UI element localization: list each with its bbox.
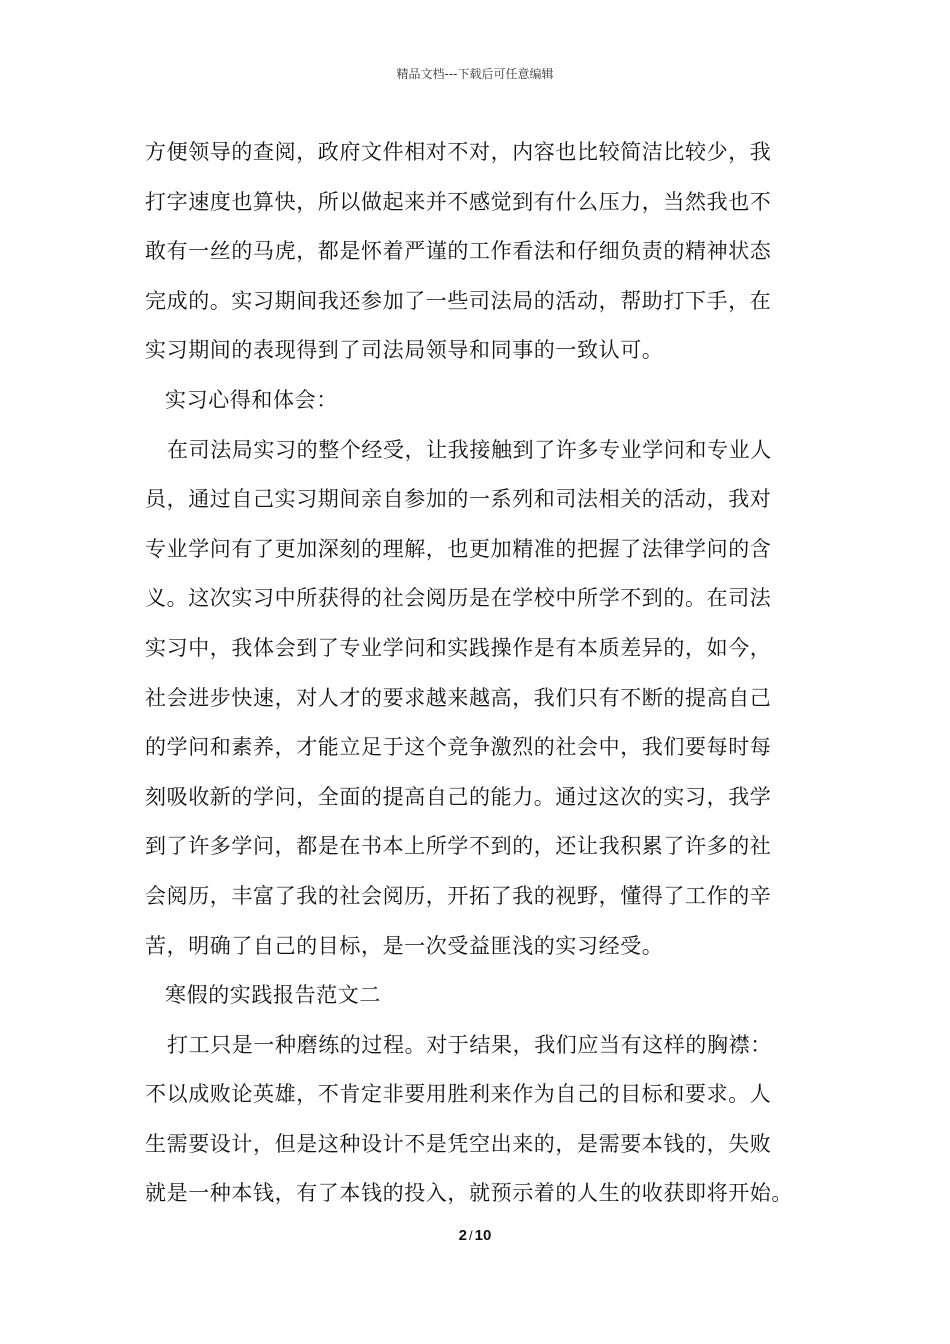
body-line: 打字速度也算快，所以做起来并不感觉到有什么压力，当然我也不: [145, 189, 772, 214]
body-line: 实习期间的表现得到了司法局领导和同事的一致认可。: [145, 338, 664, 363]
body-line: 苦，明确了自己的目标，是一次受益匪浅的实习经受。: [145, 933, 664, 958]
document-body: [145, 128, 825, 1219]
current-page-number: 2: [458, 1227, 468, 1244]
paragraph-start-line: 在司法局实习的整个经受，让我接触到了许多专业学问和专业人: [167, 437, 772, 462]
body-line: 到了许多学问，都是在书本上所学不到的，还让我积累了许多的社: [145, 834, 772, 859]
body-line: 生需要设计，但是这种设计不是凭空出来的，是需要本钱的，失败: [145, 1131, 772, 1156]
body-line: 员，通过自己实习期间亲自参加的一系列和司法相关的活动，我对: [145, 487, 772, 512]
page-number: [0, 1226, 950, 1246]
body-line: 完成的。实习期间我还参加了一些司法局的活动，帮助打下手，在: [145, 288, 772, 313]
total-pages-number: 10: [474, 1227, 492, 1244]
body-line: 的学问和素养，才能立足于这个竞争激烈的社会中，我们要每时每: [145, 735, 772, 760]
section-heading: 寒假的实践报告范文二: [165, 983, 381, 1008]
body-line: 方便领导的查阅，政府文件相对不对，内容也比较简洁比较少，我: [145, 140, 772, 164]
body-line: 实习中，我体会到了专业学问和实践操作是有本质差异的，如今，: [145, 635, 772, 660]
body-line: 会阅历，丰富了我的社会阅历，开拓了我的视野，懂得了工作的辛: [145, 883, 772, 908]
body-line: 社会进步快速，对人才的要求越来越高，我们只有不断的提高自己: [145, 685, 772, 710]
page-header: 精品文档---下载后可任意编辑: [396, 67, 554, 81]
body-line: 就是一种本钱，有了本钱的投入，就预示着的人生的收获即将开始。: [145, 1181, 793, 1206]
body-line: 刻吸收新的学问，全面的提高自己的能力。通过这次的实习，我学: [145, 784, 772, 809]
body-line: 敢有一丝的马虎，都是怀着严谨的工作看法和仔细负责的精神状态: [145, 239, 772, 264]
page-separator: /: [469, 1228, 473, 1243]
section-heading: 实习心得和体会：: [165, 387, 338, 412]
body-line: 不以成败论英雄，不肯定非要用胜利来作为自己的目标和要求。人: [145, 1082, 772, 1107]
body-line: 义。这次实习中所获得的社会阅历是在学校中所学不到的。在司法: [145, 586, 772, 611]
paragraph-start-line: 打工只是一种磨练的过程。对于结果，我们应当有这样的胸襟：: [167, 1032, 772, 1057]
body-line: 专业学问有了更加深刻的理解，也更加精准的把握了法律学问的含: [145, 536, 772, 561]
